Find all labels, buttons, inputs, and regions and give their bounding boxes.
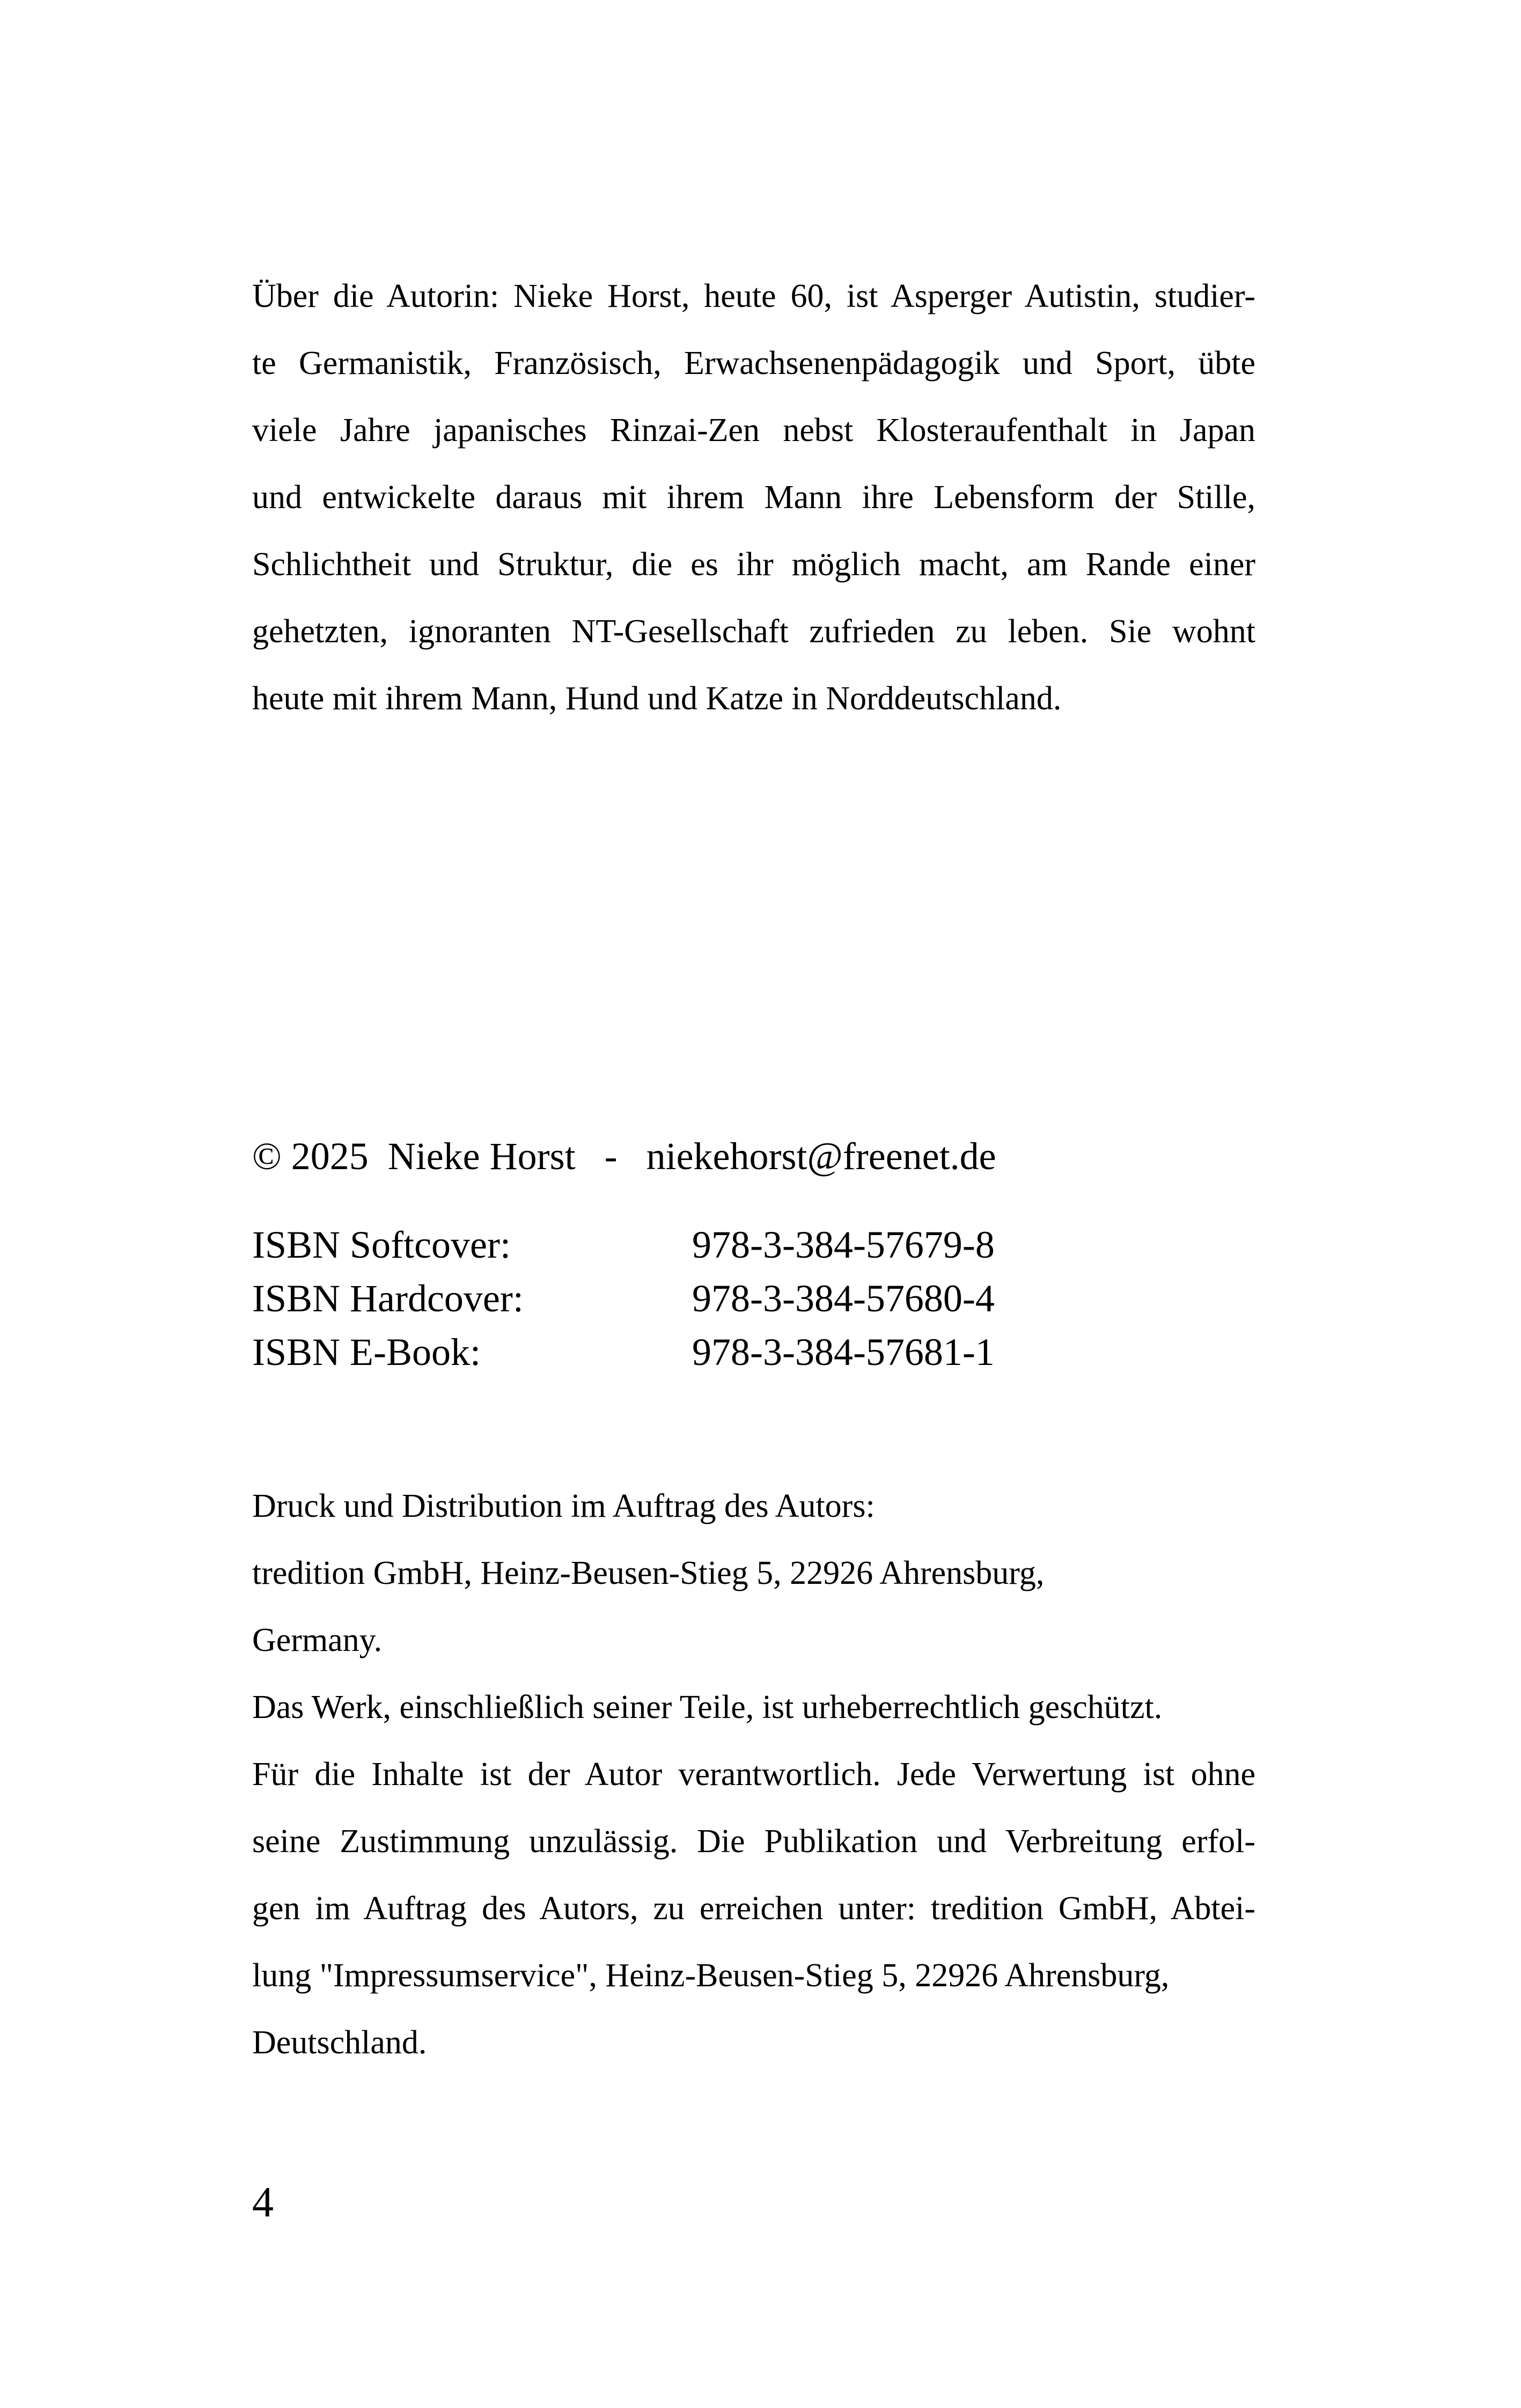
imprint-line: gen im Auftrag des Autors, zu erreichen unter: tredition GmbH, Abtei- bbox=[252, 1890, 1255, 1927]
author-bio-line: Schlichtheit und Struktur, die es ihr möglich macht, am Rande einer bbox=[252, 546, 1255, 583]
author-bio bbox=[252, 263, 1255, 732]
imprint-line: tredition GmbH, Heinz-Beusen-Stieg 5, 22926 Ahrensburg, bbox=[252, 1555, 1045, 1591]
isbn-row-hardcover bbox=[252, 1272, 995, 1325]
isbn-row-ebook bbox=[252, 1325, 995, 1379]
isbn-label: ISBN Softcover: bbox=[252, 1223, 511, 1266]
imprint-notice bbox=[252, 1473, 1255, 2076]
isbn-value: 978-3-384-57681-1 bbox=[692, 1331, 995, 1374]
author-bio-line: te Germanistik, Französisch, Erwachsenenpädagogik und Sport, übte bbox=[252, 345, 1255, 381]
imprint-line: Das Werk, einschließlich seiner Teile, ist urheberrechtlich geschützt. bbox=[252, 1689, 1163, 1726]
imprint-line: seine Zustimmung unzulässig. Die Publikation und Verbreitung erfol- bbox=[252, 1823, 1255, 1860]
author-bio-line: und entwickelte daraus mit ihrem Mann ihre Lebensform der Stille, bbox=[252, 479, 1255, 516]
author-bio-line: gehetzten, ignoranten NT-Gesellschaft zufrieden zu leben. Sie wohnt bbox=[252, 613, 1255, 650]
isbn-row-softcover bbox=[252, 1218, 995, 1272]
imprint-line: Germany. bbox=[252, 1622, 383, 1658]
imprint-line: Deutschland. bbox=[252, 2024, 427, 2061]
imprint-line: Druck und Distribution im Auftrag des Autors: bbox=[252, 1488, 875, 1524]
author-bio-line: viele Jahre japanisches Rinzai-Zen nebst Klosteraufenthalt in Japan bbox=[252, 412, 1255, 449]
author-bio-line: heute mit ihrem Mann, Hund und Katze in Norddeutschland. bbox=[252, 680, 1062, 717]
isbn-label: ISBN E-Book: bbox=[252, 1331, 481, 1374]
isbn-label: ISBN Hardcover: bbox=[252, 1277, 524, 1320]
copyright-notice: © 2025 Nieke Horst - niekehorst@freenet.de bbox=[252, 1135, 996, 1178]
isbn-value: 978-3-384-57679-8 bbox=[692, 1223, 995, 1266]
isbn-value: 978-3-384-57680-4 bbox=[692, 1277, 995, 1320]
imprint-line: Für die Inhalte ist der Autor verantwortlich. Jede Verwertung ist ohne bbox=[252, 1756, 1255, 1793]
page-number: 4 bbox=[252, 2179, 274, 2226]
author-bio-line: Über die Autorin: Nieke Horst, heute 60, ist Asperger Autistin, studier- bbox=[252, 278, 1255, 314]
isbn-list bbox=[252, 1218, 995, 1379]
imprint-line: lung "Impressumservice", Heinz-Beusen-Stieg 5, 22926 Ahrensburg, bbox=[252, 1957, 1170, 1994]
